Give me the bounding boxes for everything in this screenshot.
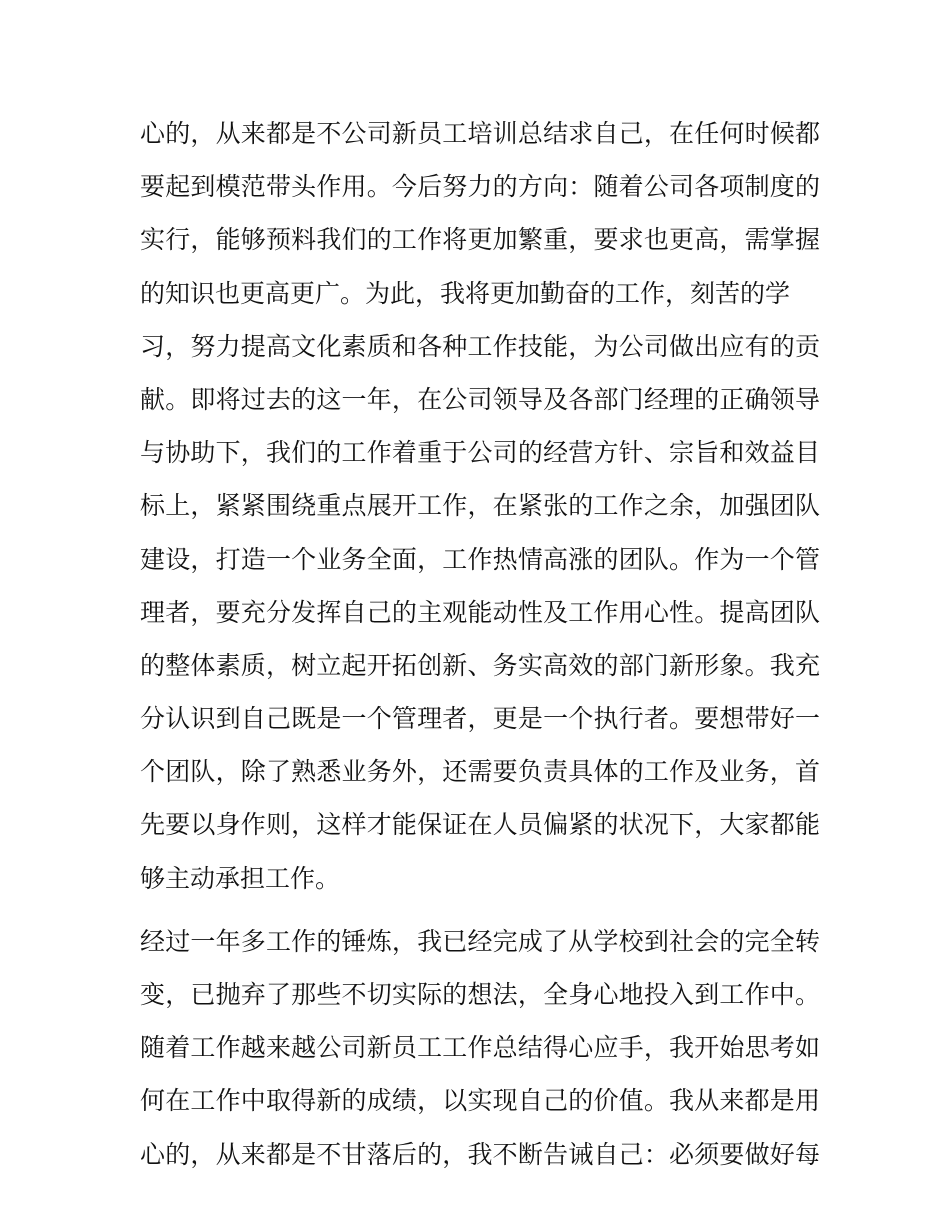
text-line: 随着工作越来越公司新员工工作总结得心应手，我开始思考如 (140, 1033, 820, 1063)
text-line: 的知识也更高更广。为此，我将更加勤奋的工作，刻苦的学 (140, 278, 791, 308)
paragraph-gap (140, 905, 820, 915)
text-line: 何在工作中取得新的成绩，以实现自己的价值。我从来都是用 (140, 1086, 820, 1116)
text-line: 习，努力提高文化素质和各种工作技能，为公司做出应有的贡 (140, 331, 820, 361)
text-line: 理者，要充分发挥自己的主观能动性及工作用心性。提高团队 (140, 597, 820, 627)
text-line: 标上，紧紧围绕重点展开工作，在紧张的工作之余，加强团队 (140, 491, 820, 521)
document-body (140, 107, 820, 1181)
text-line: 献。即将过去的这一年，在公司领导及各部门经理的正确领导 (140, 384, 820, 414)
text-line: 个团队，除了熟悉业务外，还需要负责具体的工作及业务，首 (140, 757, 820, 787)
paragraph-2 (140, 915, 820, 1181)
text-line: 实行，能够预料我们的工作将更加繁重，要求也更高，需掌握 (140, 225, 820, 255)
paragraph-1 (140, 107, 820, 905)
text-line: 与协助下，我们的工作着重于公司的经营方针、宗旨和效益目 (140, 438, 820, 468)
text-line: 先要以身作则，这样才能保证在人员偏紧的状况下，大家都能 (140, 810, 820, 840)
text-line: 经过一年多工作的锤炼，我已经完成了从学校到社会的完全转 (140, 926, 820, 956)
text-line: 的整体素质，树立起开拓创新、务实高效的部门新形象。我充 (140, 650, 820, 680)
text-line: 分认识到自己既是一个管理者，更是一个执行者。要想带好一 (140, 704, 820, 734)
text-line: 心的，从来都是不公司新员工培训总结求自己，在任何时候都 (140, 119, 820, 148)
text-line: 要起到模范带头作用。今后努力的方向：随着公司各项制度的 (140, 172, 820, 202)
text-line: 够主动承担工作。 (140, 863, 341, 893)
text-line: 变，已抛弃了那些不切实际的想法，全身心地投入到工作中。 (140, 980, 820, 1009)
text-line: 建设，打造一个业务全面，工作热情高涨的团队。作为一个管 (140, 544, 820, 574)
text-line: 心的，从来都是不甘落后的，我不断告诫自己：必须要做好每 (140, 1139, 820, 1169)
